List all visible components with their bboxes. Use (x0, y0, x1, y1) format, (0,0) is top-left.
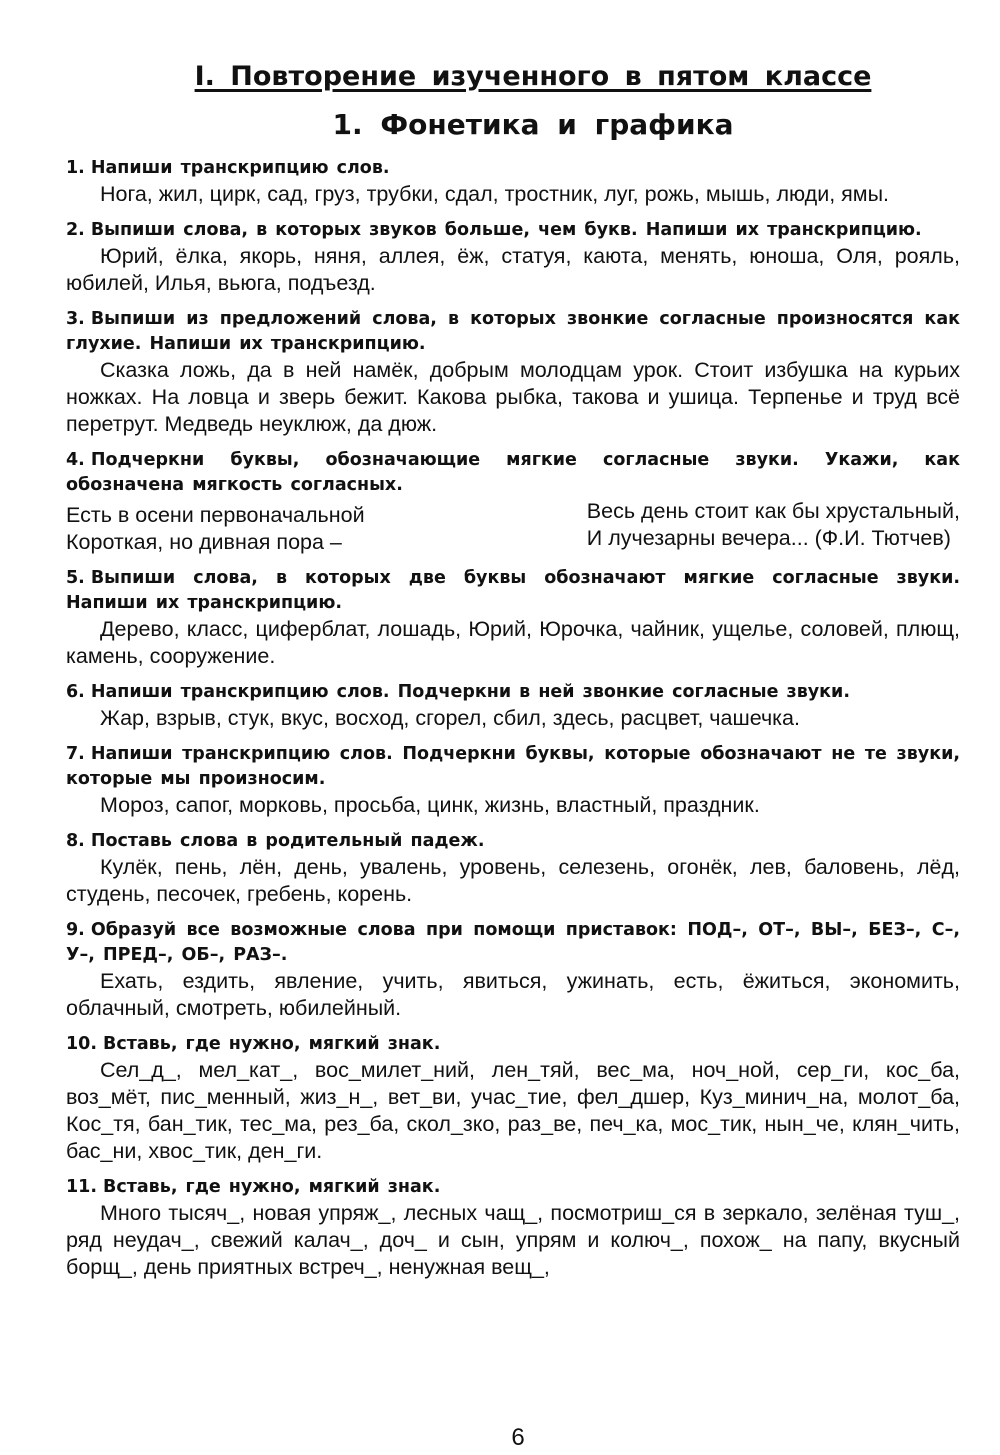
task-number: 3. (66, 309, 85, 329)
task-instruction (66, 829, 960, 854)
task-number: 11. (66, 1177, 98, 1197)
task-instruction-text: Подчеркни буквы, обозначающие мягкие согласные звуки. Укажи, как обозначена мягкость согласных. (66, 450, 960, 495)
task-instruction (66, 680, 960, 705)
task-instruction-text: Вставь, где нужно, мягкий знак. (103, 1034, 441, 1054)
poem-right-column (587, 498, 960, 556)
task-instruction (66, 156, 960, 181)
task-text: Жар, взрыв, стук, вкус, восход, сгорел, сбил, здесь, расцвет, чашечка. (100, 706, 800, 730)
task-number: 2. (66, 220, 85, 240)
poem-line: И лучезарны вечера... (Ф.И. Тютчев) (586, 526, 951, 550)
task-instruction (66, 307, 960, 357)
task-text: Сказка ложь, да в ней намёк, добрым молодцам урок. Стоит избушка на курьих ножках. На ловца и зверь бежит. Какова рыбка, такова и ушица. Терпенье и труд всё перетрут. Медведь неуклюж, да дюж. (66, 358, 960, 436)
task-text: Сел_д_, мел_кат_, вос_милет_ний, лен_тяй, вес_ма, ноч_ной, сер_ги, кос_ба, воз_мёт, пис_менный, жиз_н_, вет_ви, учас_тие, фел_дшер, Куз_минич_на, молот_ба, Кос_тя, бан_тик, тес_ма, рез_ба, скол_зко, раз_ве, печ_ка, мос_тик, нын_че, клян_чить, бас_ни, хвос_тик, ден_ги. (66, 1058, 960, 1163)
task-instruction (66, 1175, 960, 1200)
task-instruction-text: Напиши транскрипцию слов. (90, 158, 390, 178)
task-text: Дерево, класс, циферблат, лошадь, Юрий, Юрочка, чайник, ущелье, соловей, плющ, камень, сооружение. (66, 617, 960, 668)
task-instruction-text: Поставь слова в родительный падеж. (90, 831, 485, 851)
task-6 (66, 680, 960, 732)
task-2 (66, 218, 960, 297)
task-number: 8. (66, 831, 85, 851)
task-instruction-text: Вставь, где нужно, мягкий знак. (103, 1177, 441, 1197)
task-instruction (66, 218, 960, 243)
chapter-title: I. Повторение изученного в пятом классе (194, 61, 872, 92)
poem (66, 498, 960, 556)
task-text: Мороз, сапог, морковь, просьба, цинк, жизнь, властный, праздник. (100, 793, 760, 817)
task-instruction-text: Выпиши слова, в которых звуков больше, чем букв. Напиши их транскрипцию. (90, 220, 922, 240)
task-instruction (66, 566, 960, 616)
task-instruction (66, 918, 960, 968)
task-4 (66, 448, 960, 556)
task-9 (66, 918, 960, 1022)
poem-left-column (66, 498, 365, 556)
task-number: 4. (66, 450, 85, 470)
task-3 (66, 307, 960, 438)
poem-line: Короткая, но дивная пора – (66, 530, 342, 554)
task-instruction-text: Напиши транскрипцию слов. Подчеркни в ней звонкие согласные звуки. (90, 682, 850, 702)
task-text: Юрий, ёлка, якорь, няня, аллея, ёж, статуя, каюта, менять, юноша, Оля, рояль, юбилей, Илья, вьюга, подъезд. (66, 244, 960, 295)
page-number: 6 (511, 1424, 525, 1451)
task-8 (66, 829, 960, 908)
poem-line: Весь день стоит как бы хрустальный, (586, 499, 960, 523)
task-instruction-text: Выпиши слова, в которых две буквы обозначают мягкие согласные звуки. Напиши их транскрипцию. (66, 568, 960, 613)
task-instruction (66, 448, 960, 498)
task-text: Ехать, ездить, явление, учить, явиться, ужинать, есть, ёжиться, экономить, облачный, смотреть, юбилейный. (66, 969, 960, 1020)
task-number: 1. (66, 158, 85, 178)
task-number: 6. (66, 682, 85, 702)
task-number: 10. (66, 1034, 98, 1054)
section-title: 1. Фонетика и графика (332, 108, 734, 141)
task-1 (66, 156, 960, 208)
task-number: 9. (66, 920, 85, 940)
task-text: Много тысяч_, новая упряж_, лесных чащ_, посмотриш_ся в зеркало, зелёная туш_, ряд неудач_, свежий калач_, доч_ и сын, упрям и колюч_, похож_ на папу, вкусный борщ_, день приятных встреч_, ненужная вещ_, (66, 1201, 960, 1279)
task-5 (66, 566, 960, 670)
task-instruction (66, 1032, 960, 1057)
task-instruction-text: Напиши транскрипцию слов. Подчеркни буквы, которые обозначают не те звуки, которые мы произносим. (66, 744, 960, 789)
poem-line: Есть в осени первоначальной (66, 503, 365, 527)
task-instruction-text: Выпиши из предложений слова, в которых звонкие согласные произносятся как глухие. Напиши их транскрипцию. (66, 309, 960, 354)
task-number: 7. (66, 744, 85, 764)
task-text: Кулёк, пень, лён, день, увалень, уровень, селезень, огонёк, лев, баловень, лёд, студень, песочек, гребень, корень. (66, 855, 960, 906)
task-instruction (66, 742, 960, 792)
task-number: 5. (66, 568, 85, 588)
task-7 (66, 742, 960, 819)
task-text: Нога, жил, цирк, сад, груз, трубки, сдал, тростник, луг, рожь, мышь, люди, ямы. (100, 182, 890, 206)
task-instruction-text: Образуй все возможные слова при помощи приставок: ПОД–, ОТ–, ВЫ–, БЕЗ–, С–, У–, ПРЕД–, ОБ–, РАЗ–. (66, 920, 960, 965)
task-10 (66, 1032, 960, 1165)
task-11 (66, 1175, 960, 1281)
